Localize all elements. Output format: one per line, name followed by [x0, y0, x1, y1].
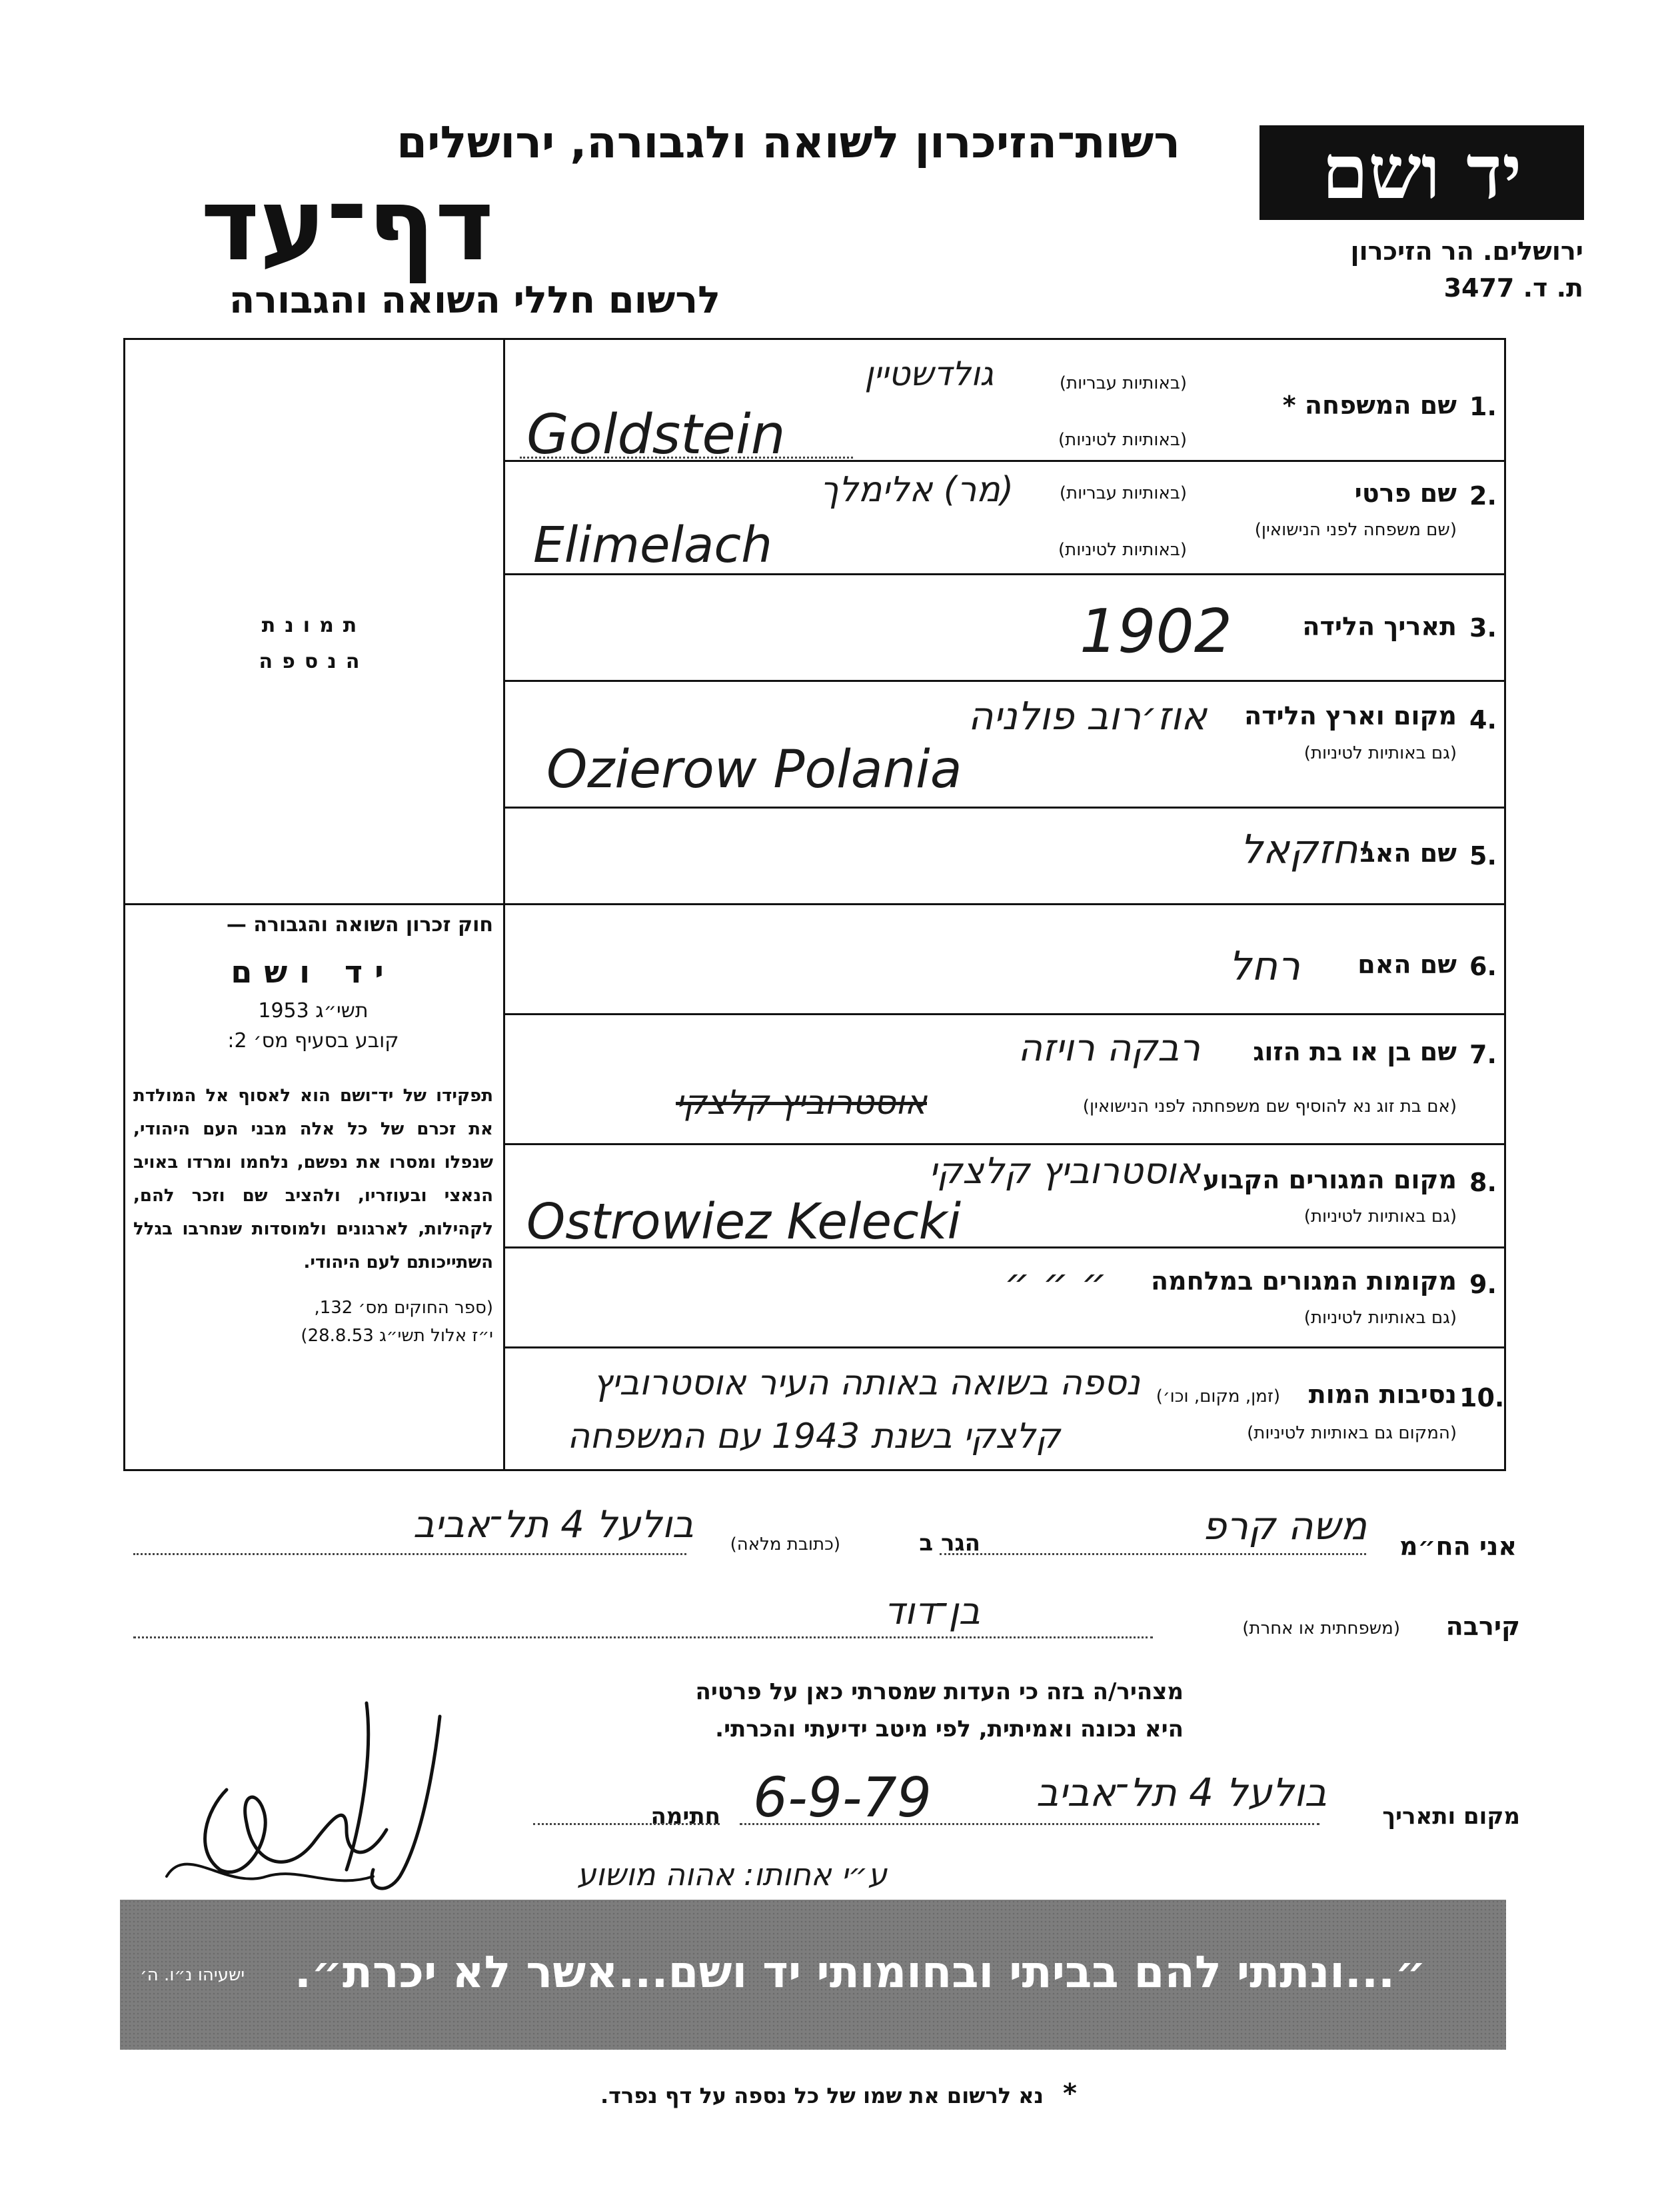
- relation-line: [133, 1636, 1153, 1638]
- frame-bottom: [123, 1469, 1506, 1471]
- banner-source: ישעיהו נ״ו. ה׳: [140, 1965, 245, 1985]
- statement-line-2: היא נכונה ואמיתית, לפי מיטב ידיעתי והכרתי.: [715, 1716, 1184, 1742]
- field-1-value-latin[interactable]: Goldstein: [526, 403, 786, 467]
- photo-label: תמונת הנספה: [259, 614, 369, 673]
- handwritten-signature: [147, 1676, 493, 1916]
- field-4-note: (גם באותיות לטיניות): [1303, 743, 1457, 763]
- logo-pobox: ת. ד. 3477: [1443, 273, 1583, 303]
- logo-address: ירושלים. הר הזיכרון: [1350, 237, 1583, 266]
- field-8-value-latin[interactable]: Ostrowiez Kelecki: [526, 1193, 962, 1250]
- field-6-label: שם האם: [1357, 950, 1457, 979]
- field-10-label-note: (זמן, מקום, וכו׳): [1156, 1386, 1280, 1406]
- law-name: יד ושם: [231, 954, 396, 990]
- field-1-number: 1.: [1469, 392, 1497, 421]
- footer-note: נא לרשום את שמו של כל נספה על דף נפרד.: [600, 2083, 1044, 2108]
- law-title: חוק זכרון השואה והגבורה —: [226, 913, 493, 937]
- field-9-note: (גם באותיות לטיניות): [1303, 1308, 1457, 1328]
- place-date-label: מקום ותאריך: [1382, 1803, 1520, 1830]
- field-4-label: מקום וארץ הלידה: [1244, 701, 1457, 731]
- row-sep-4: [503, 807, 1506, 809]
- authority-name: רשות־הזיכרון לשואה ולגבורה, ירושלים: [397, 117, 1180, 168]
- field-5-number: 5.: [1469, 841, 1497, 871]
- field-10-label: נסיבות המות: [1308, 1380, 1457, 1409]
- iam-line: [940, 1553, 1366, 1555]
- law-text: תפקידו של יד־ושם הוא לאסוף אל המולדת את זכרם של כל אלה מבני העם היהודי, שנפלו ומסרו את נפשם, נלחמו ומרדו באויב הנאצי ובעוזריו, ולהציב שם וזכר להם, לקהילות, לארגונים ולמוסדות שנחרבו בגלל השתייכותם לעם היהודי.: [133, 1086, 493, 1272]
- field-3-label: תאריך הלידה: [1302, 612, 1457, 641]
- field-8-value-hebrew[interactable]: אוסטרוביץ קלצקי: [928, 1150, 1200, 1192]
- yad-vashem-logo: יד ושם: [1260, 125, 1584, 220]
- field-4-value-latin[interactable]: Ozierow Polania: [546, 740, 962, 800]
- field-9-number: 9.: [1469, 1270, 1497, 1299]
- field-9-label: מקומות המגורים במלחמה: [1150, 1266, 1457, 1296]
- quote-banner: [120, 1900, 1506, 2050]
- form-title: דף־עד: [201, 167, 494, 283]
- field-2-note: (שם משפחה לפני הנישואין): [1254, 520, 1457, 540]
- field-3-number: 3.: [1469, 613, 1497, 643]
- field-1-sub-hebrew: (באותיות עבריות): [1059, 373, 1187, 393]
- field-2-value-hebrew[interactable]: (מר) אלימלך: [820, 470, 1014, 510]
- signature-label: חתימה: [650, 1803, 720, 1830]
- law-date: י״ז אלול תשי״ג 28.8.53): [301, 1326, 493, 1346]
- field-10-value-line2[interactable]: קלצקי בשנת 1943 עם המשפחה: [567, 1416, 1060, 1456]
- field-2-label: שם פרטי: [1354, 479, 1457, 508]
- signature-note: ע״י אחותו: אהוה מושוע: [576, 1856, 887, 1892]
- law-block: [133, 913, 493, 1346]
- relation-note: (משפחתית או אחרת): [1242, 1618, 1400, 1638]
- row-sep-9: [503, 1346, 1506, 1348]
- address-value[interactable]: בולעל 4 תל־אביב: [413, 1503, 694, 1546]
- law-clause: קובע בסעיף מס׳ 2:: [227, 1029, 399, 1053]
- field-7-value[interactable]: רבקה רויזה: [1018, 1027, 1200, 1070]
- law-ref: (ספר החוקים מס׳ 132,: [314, 1298, 493, 1318]
- field-10-value-line1[interactable]: נספה בשואה באותה העיר אוסטרוביץ: [592, 1363, 1140, 1403]
- field-3-value[interactable]: 1902: [1080, 597, 1233, 667]
- field-1-dotline: [520, 457, 853, 459]
- field-8-note: (גם באותיות לטיניות): [1303, 1206, 1457, 1226]
- resides-label: הגר ב: [919, 1530, 980, 1556]
- iam-value[interactable]: משה קרפ: [1202, 1503, 1367, 1548]
- frame-top: [123, 338, 1506, 340]
- field-2-value-latin[interactable]: Elimelach: [533, 517, 772, 574]
- field-5-value[interactable]: יחזקאל: [1240, 827, 1367, 873]
- relation-value[interactable]: בן־דוד: [884, 1590, 980, 1633]
- field-1-sub-latin: (באותיות לטיניות): [1058, 430, 1187, 450]
- place-date-line: [740, 1823, 1319, 1825]
- field-2-sub-latin: (באותיות לטיניות): [1058, 540, 1187, 560]
- footer-star: *: [1063, 2078, 1077, 2109]
- signature-line: [533, 1823, 720, 1825]
- row-sep-7: [503, 1143, 1506, 1145]
- iam-label: אני הח״מ: [1399, 1532, 1517, 1561]
- place-value[interactable]: בולעל 4 תל־אביב: [1036, 1770, 1327, 1815]
- banner-quote: ״...ונתתי להם בביתי ובחומותי יד ושם...אשר לא יכרת״.: [294, 1946, 1426, 1998]
- field-8-label: מקום המגורים הקבוע: [1202, 1165, 1457, 1194]
- field-7-label: שם בן או בת הזוג: [1253, 1037, 1457, 1067]
- date-value[interactable]: 6-9-79: [753, 1766, 932, 1830]
- row-sep-5: [503, 903, 1506, 905]
- field-7-note: (אם בת זוג נא להוסיף שם משפחתה לפני הנישואין): [1082, 1097, 1457, 1116]
- field-4-number: 4.: [1469, 705, 1497, 735]
- field-7-value-crossed[interactable]: אוסטרוביץ קלצקי: [676, 1083, 927, 1122]
- field-4-value-hebrew[interactable]: אוז׳רוב פולניה: [968, 693, 1207, 739]
- law-year: תשי״ג 1953: [258, 999, 369, 1023]
- field-5-label: שם האב: [1359, 839, 1457, 868]
- form-subtitle: לרשום חללי השואה והגבורה: [229, 279, 720, 322]
- field-2-sub-hebrew: (באותיות עבריות): [1059, 483, 1187, 503]
- address-line: [133, 1553, 686, 1555]
- field-1-label: שם המשפחה *: [1282, 391, 1457, 420]
- field-6-number: 6.: [1469, 952, 1497, 981]
- declaration-statement: [695, 1673, 1184, 1748]
- field-10-note: (המקום גם באותיות לטיניות): [1247, 1423, 1457, 1443]
- relation-label: קירבה: [1445, 1612, 1520, 1641]
- row-sep-3: [503, 680, 1506, 682]
- field-7-number: 7.: [1469, 1040, 1497, 1069]
- field-1-value-hebrew[interactable]: גולדשטיין: [864, 355, 994, 393]
- field-9-value[interactable]: ״ ״ ״: [1004, 1260, 1107, 1306]
- photo-divider: [123, 903, 503, 905]
- field-10-number: 10.: [1459, 1383, 1505, 1412]
- statement-line-1: מצהיר/ה בזה כי העדות שמסרתי כאן על פרטיה: [695, 1678, 1184, 1705]
- photo-box: [127, 341, 501, 901]
- field-8-number: 8.: [1469, 1168, 1497, 1197]
- field-2-number: 2.: [1469, 481, 1497, 511]
- field-6-value[interactable]: רחל: [1228, 943, 1300, 990]
- address-note: (כתובת מלאה): [730, 1534, 840, 1554]
- row-sep-6: [503, 1013, 1506, 1015]
